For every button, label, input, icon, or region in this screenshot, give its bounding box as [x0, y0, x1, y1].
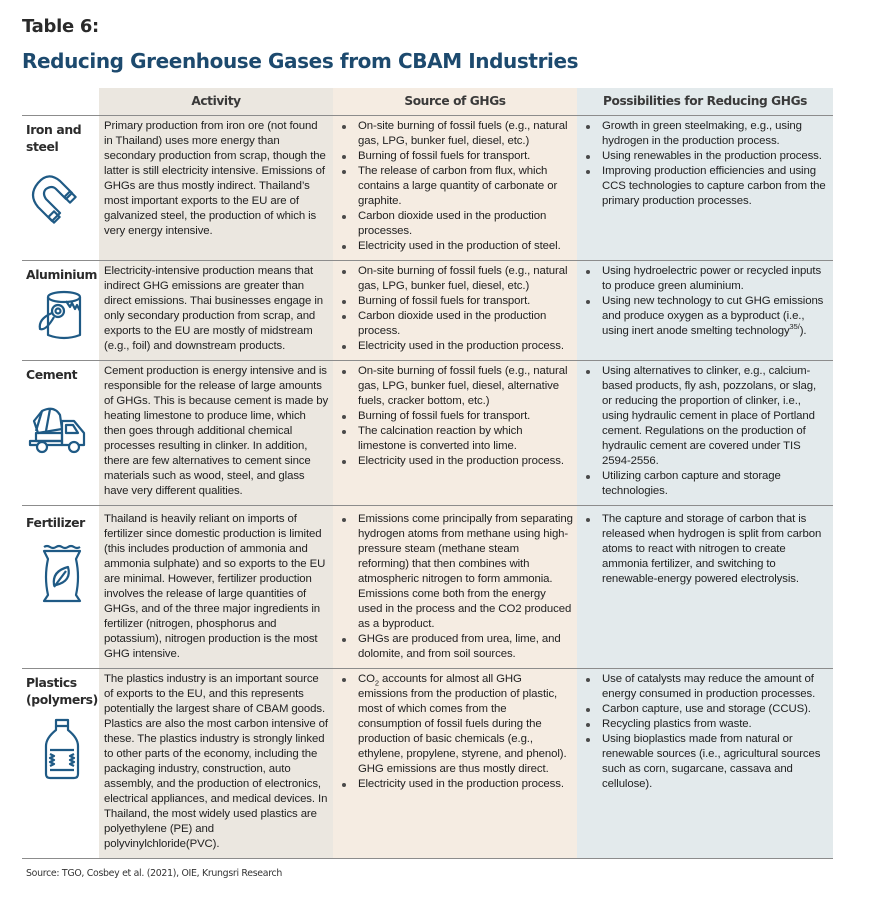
activity-cell: [99, 361, 333, 506]
activity-text: Thailand is heavily reliant on imports of fertilizer since domestic production is limited (this includes production of ammonia and ammonia sulphate) and so exports to the EU are minimal. However, fertilizer production involves the release of large quantities of GHGs, and of the three major ingredients in fertilizer (nitrogen, phosphorus and potassium), nitrogen production is the most GHG intensive.: [104, 513, 326, 660]
source-item: Burning of fossil fuels for transport.: [339, 409, 573, 424]
possibility-item: Using bioplastics made from natural or renewable sources (i.e., agricultural sources such as corn, sugarcane, cassava and cellulose).: [583, 732, 829, 792]
possibility-item: Recycling plastics from waste.: [583, 717, 829, 732]
industry-cell: [22, 361, 99, 506]
table-row: [22, 669, 833, 859]
industry-cell: [22, 506, 99, 669]
possibilities-cell: [577, 506, 833, 669]
cement-mixer-truck-icon: [28, 405, 90, 455]
industry-name: Fertilizer: [26, 515, 85, 530]
source-item: Burning of fossil fuels for transport.: [339, 294, 573, 309]
activity-cell: [99, 506, 333, 669]
table-row: [22, 506, 833, 669]
possibilities-cell: [577, 261, 833, 361]
source-cell: [333, 669, 577, 859]
footnote-ref: 35/: [789, 322, 800, 332]
source-item: Carbon dioxide used in the production processes.: [339, 209, 573, 239]
industry-name: Aluminium: [26, 267, 98, 282]
possibility-item: Using alternatives to clinker, e.g., calcium-based products, fly ash, pozzolans, or slag, or reducing the proportion of clinker, i.e., using hydraulic cement in place of Portland cement. Regulations on the production of hydraulic cement are covered under TIS 2594-2556.: [583, 364, 829, 469]
co2-label: CO: [358, 673, 375, 685]
source-item: [339, 672, 573, 777]
possibility-item: The capture and storage of carbon that is released when hydrogen is split from carbon atoms to react with nitrogen to create ammonia fertilizer, and switching to renewable-energy powered electrolysis.: [583, 512, 829, 587]
industry-name: Iron and steel: [26, 122, 82, 154]
industry-name: Plastics (polymers): [26, 675, 98, 707]
source-item: Electricity used in the production process.: [339, 777, 573, 792]
paint-bucket-icon: [30, 289, 90, 341]
magnet-icon: [30, 169, 90, 231]
activity-cell: [99, 261, 333, 361]
source-cell: [333, 261, 577, 361]
co2-subscript: 2: [374, 678, 379, 688]
possibility-item: Use of catalysts may reduce the amount of energy consumed in production processes.: [583, 672, 829, 702]
possibility-item: Utilizing carbon capture and storage technologies.: [583, 469, 829, 499]
source-item: Electricity used in the production of steel.: [339, 239, 573, 254]
source-note: Source: TGO, Cosbey et al. (2021), OIE, Krungsri Research: [26, 868, 283, 879]
source-item: On-site burning of fossil fuels (e.g., natural gas, LPG, bunker fuel, diesel, alternative fuels, cracker bottom, etc.): [339, 364, 573, 409]
header-industry: [22, 88, 99, 116]
ghg-table: [22, 88, 833, 859]
source-cell: [333, 116, 577, 261]
industry-cell: [22, 669, 99, 859]
industry-cell: [22, 116, 99, 261]
possibility-item: [583, 294, 829, 339]
activity-cell: [99, 116, 333, 261]
activity-text: Electricity-intensive production means that indirect GHG emissions are greater than direct emissions. Thai businesses engage in only secondary production from scrap, and exports to the EU are mostly of midstream (e.g., foil) and downstream products.: [104, 265, 323, 352]
source-text: accounts for almost all GHG emissions from the production of plastic, most of which comes from the consumption of fossil fuels during the production of basic chemicals (e.g., ethylene, propylene, styrene, and phenol). GHG emissions are thus mostly direct.: [358, 673, 567, 775]
source-item: The calcination reaction by which limestone is converted into lime.: [339, 424, 573, 454]
source-item: On-site burning of fossil fuels (e.g., natural gas, LPG, bunker fuel, diesel, etc.): [339, 119, 573, 149]
table-header-row: [22, 88, 833, 116]
industry-cell: [22, 261, 99, 361]
table-label: Table 6:: [22, 16, 99, 37]
source-item: GHGs are produced from urea, lime, and dolomite, and from soil sources.: [339, 632, 573, 662]
source-item: Electricity used in the production process.: [339, 454, 573, 469]
industry-name: Cement: [26, 367, 78, 382]
possibilities-cell: [577, 669, 833, 859]
source-item: The release of carbon from flux, which contains a large quantity of carbonate or graphite.: [339, 164, 573, 209]
possibility-item: Improving production efficiencies and using CCS technologies to capture carbon from the primary production processes.: [583, 164, 829, 209]
possibility-item: Using renewables in the production process.: [583, 149, 829, 164]
possibility-item: Using hydroelectric power or recycled inputs to produce green aluminium.: [583, 264, 829, 294]
header-source: Source of GHGs: [333, 88, 577, 116]
header-possibilities: Possibilities for Reducing GHGs: [577, 88, 833, 116]
possibilities-cell: [577, 116, 833, 261]
source-item: Electricity used in the production process.: [339, 339, 573, 354]
possibilities-cell: [577, 361, 833, 506]
fertilizer-bag-icon: [38, 543, 88, 605]
possibility-item: Growth in green steelmaking, e.g., using hydrogen in the production process.: [583, 119, 829, 149]
source-item: Burning of fossil fuels for transport.: [339, 149, 573, 164]
possibility-text-end: ).: [799, 325, 807, 337]
activity-text: Cement production is energy intensive and is responsible for the release of large amounts of GHGs. This is because cement is made by heating limestone to produce lime, which then goes through additional chemical processes resulting in clinker. In addition, there are few alternatives to cement since materials such as wood, steel, and glass have very different qualities.: [104, 365, 329, 497]
source-item: Emissions come principally from separating hydrogen atoms from methane using high-pressure steam (methane steam reforming) that then combines with atmospheric nitrogen to form ammonia. Emissions come both from the energy used in the process and the CO2 produced as a byproduct.: [339, 512, 573, 632]
table-row: [22, 116, 833, 261]
source-cell: [333, 506, 577, 669]
possibility-item: Carbon capture, use and storage (CCUS).: [583, 702, 829, 717]
plastic-bottle-icon: [42, 718, 82, 780]
page-title: Reducing Greenhouse Gases from CBAM Industries: [22, 49, 579, 73]
header-activity: Activity: [99, 88, 333, 116]
source-item: On-site burning of fossil fuels (e.g., natural gas, LPG, bunker fuel, diesel, etc.): [339, 264, 573, 294]
table-row: [22, 361, 833, 506]
source-cell: [333, 361, 577, 506]
possibility-text: Using new technology to cut GHG emissions and produce oxygen as a byproduct (i.e., using inert anode smelting technology: [602, 295, 824, 337]
activity-text: Primary production from iron ore (not found in Thailand) uses more energy than secondary production from scrap, though the latter is still electricity intensive. Emissions of GHGs are thus mostly indirect. Thailand’s most important exports to the EU are of galvanized steel, the production of which is very energy intensive.: [104, 120, 326, 237]
source-item: Carbon dioxide used in the production process.: [339, 309, 573, 339]
activity-text: The plastics industry is an important source of exports to the EU, and this represents potentially the largest share of CBAM goods. Plastics are also the most carbon intensive of these. The plastics industry is strongly linked to other parts of the economy, including the packaging industry, construction, auto assembly, and the production of electronics, electrical appliances, and medical devices. In Thailand, the most widely used plastics are polyethylene (PE) and polyvinylchloride(PVC).: [104, 673, 328, 850]
activity-cell: [99, 669, 333, 859]
table-row: [22, 261, 833, 361]
